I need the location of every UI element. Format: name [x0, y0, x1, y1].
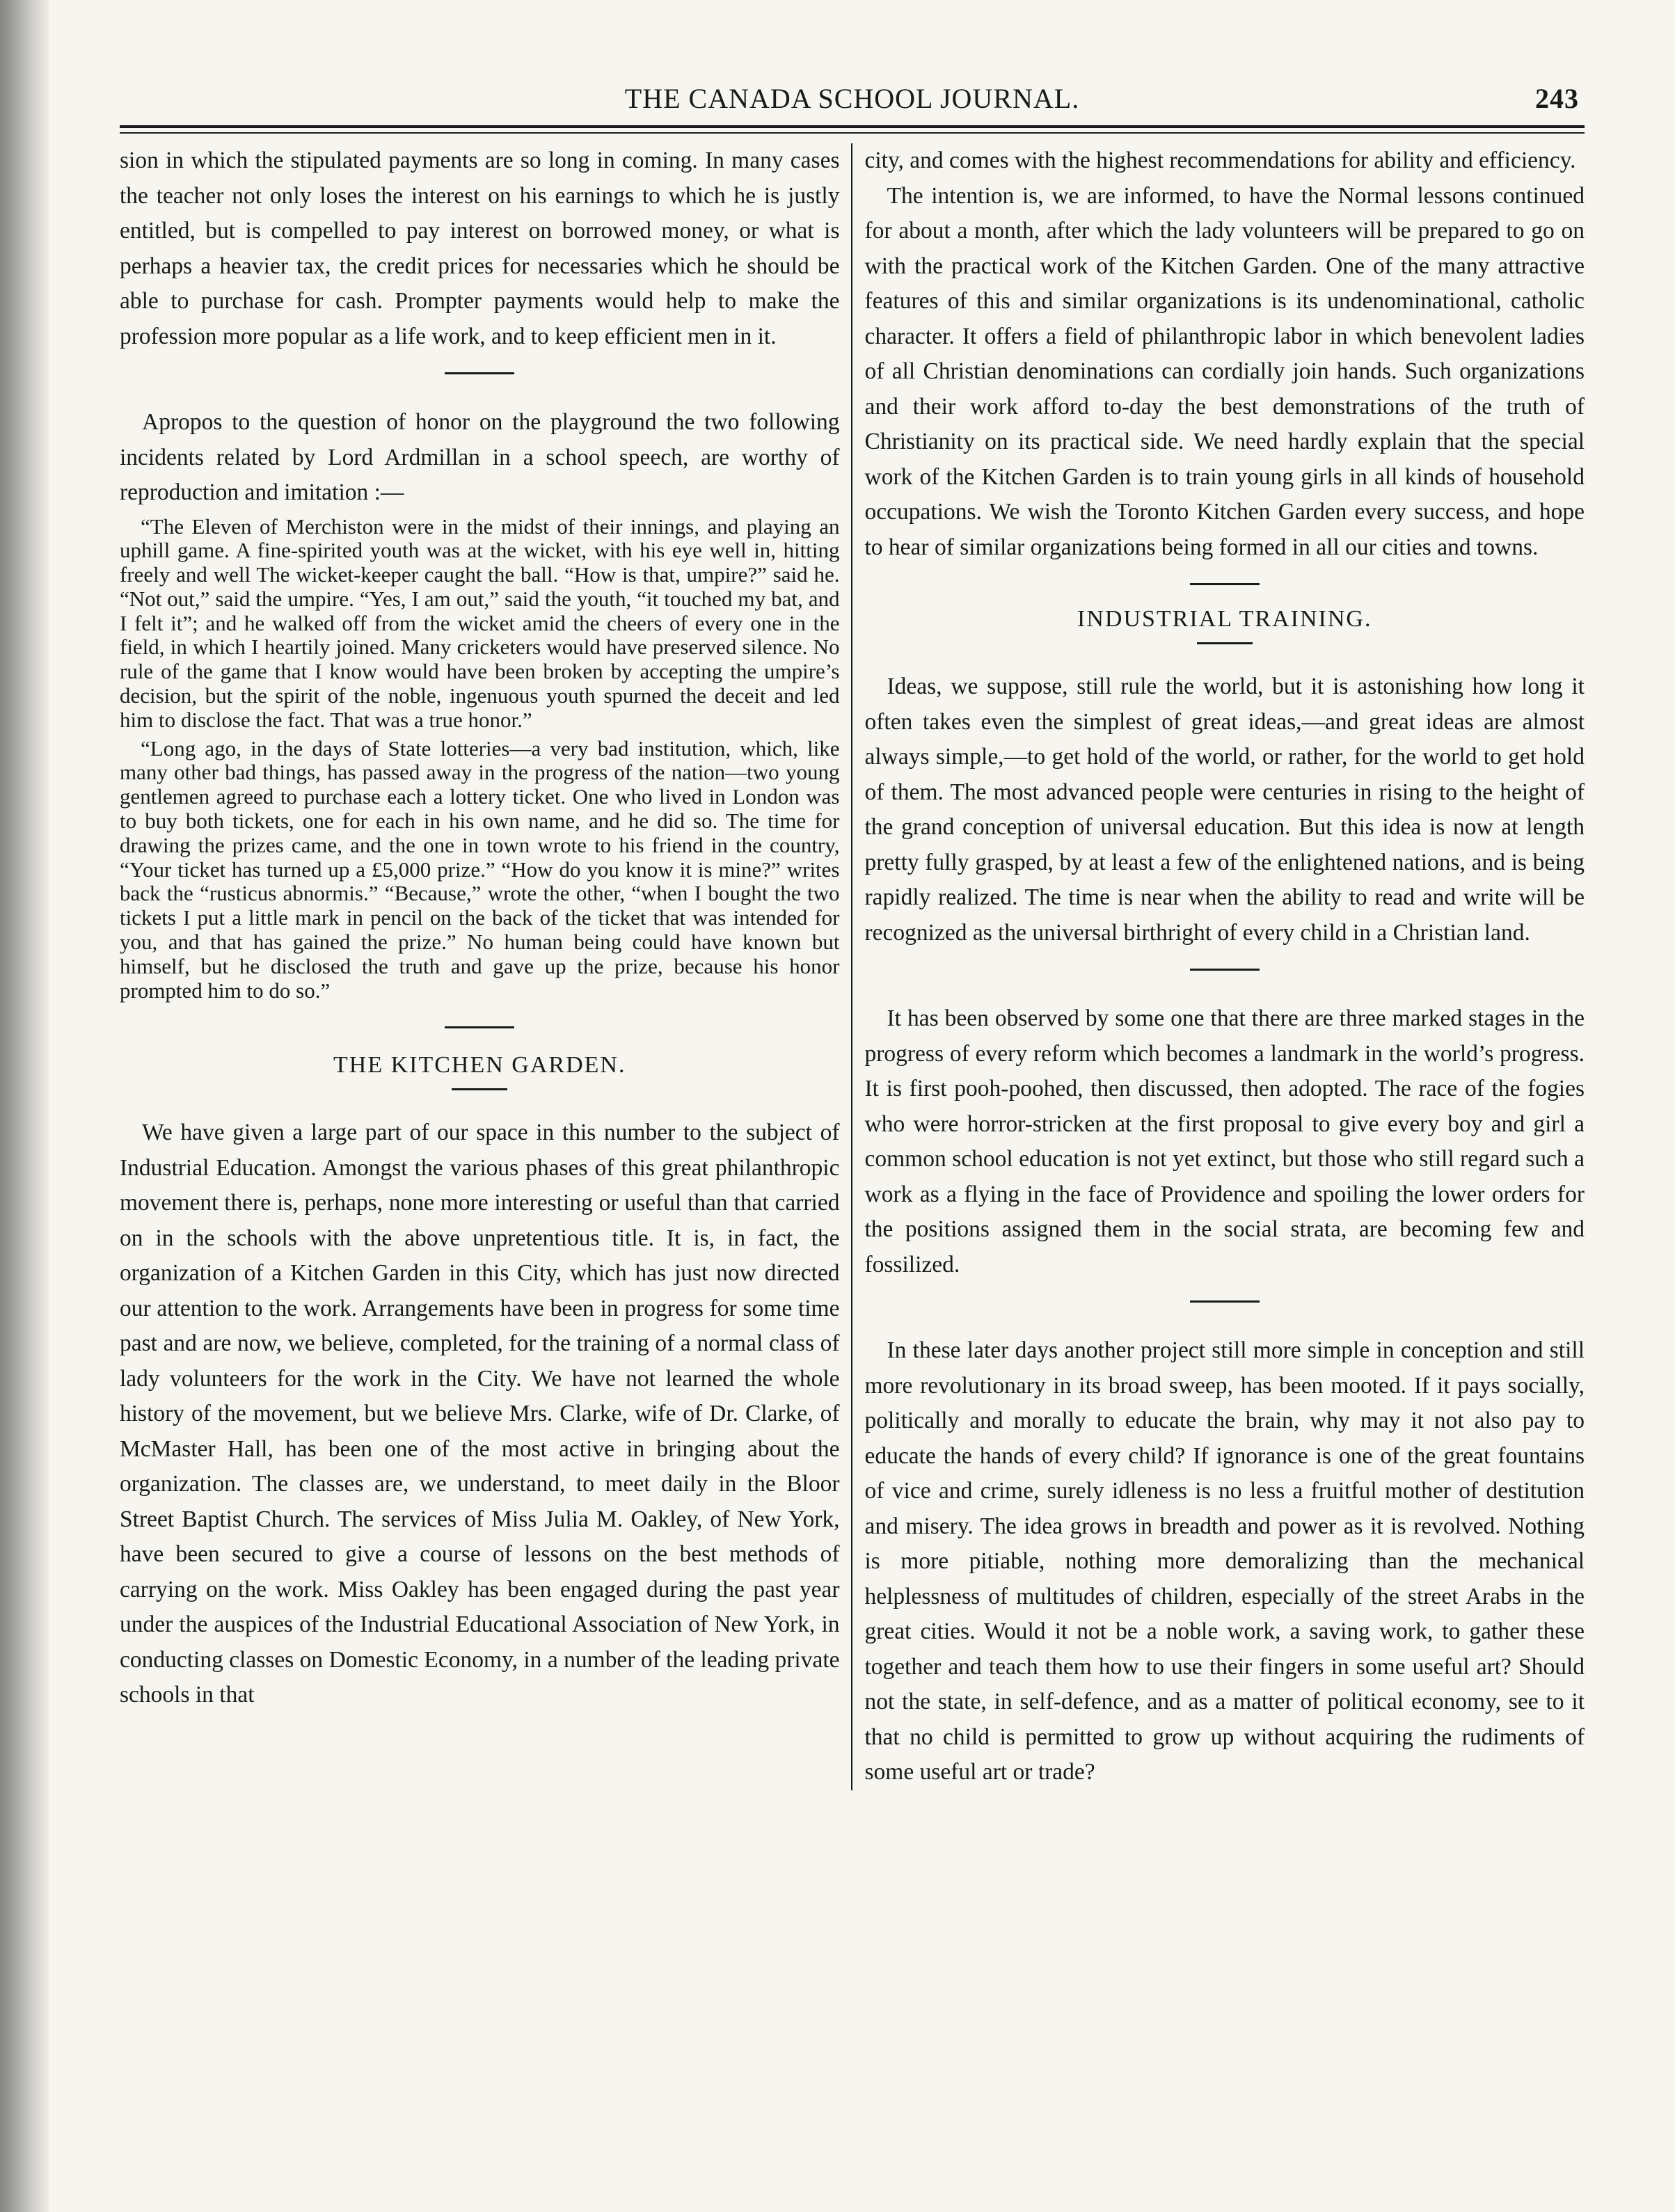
- section-separator: [1190, 583, 1260, 585]
- two-column-body: [120, 143, 1585, 1790]
- right-paragraph-3: Ideas, we suppose, still rule the world, but it is astonishing how long it often takes even the simplest of great ideas,—and great ideas are almost always simple,—to get hold of the world, or rather, for the world to get hold of them. The most advanced people were centuries in rising to the height of the grand conception of universal education. But this idea is now at length pretty fully grasped, by at least a few of the enlightened nations, and is being rapidly realized. The time is near when the ability to read and write will be recognized as the universal birthright of every child in a Christian land.: [864, 674, 1585, 946]
- right-paragraph-1: city, and comes with the highest recommendations for ability and efficiency.: [864, 148, 1576, 173]
- heading-industrial-training: INDUSTRIAL TRAINING.: [1077, 606, 1372, 632]
- heading-underline: [452, 1088, 507, 1090]
- left-column: [120, 143, 851, 1790]
- journal-page: [120, 77, 1585, 1790]
- right-paragraph-4: It has been observed by some one that there are three marked stages in the progress of every reform which becomes a landmark in the world’s progress. It is first pooh-poohed, then discussed, then adopted. The race of the fogies who were horror-stricken at the first proposal to give every boy and girl a common school education is not yet extinct, but those who still regard such a work as a flying in the face of Providence and spoiling the lower orders for the positions assigned them in the social strata, are becoming few and fossilized.: [864, 1005, 1585, 1278]
- left-paragraph-2: Apropos to the question of honor on the playground the two following incidents related by Lord Ardmillan in a school speech, are worthy of reproduction and imitation :—: [120, 409, 840, 505]
- quote-merchiston: “The Eleven of Merchiston were in the midst of their innings, and playing an uphill game. A fine-spirited youth was at the wicket, with his eye well in, hitting freely and well The wicket-keeper caught the ball. “How is that, umpire?” said he. “Not out,” said the umpire. “Yes, I am out,” said the youth, “it touched my bat, and I felt it”; and he walked off from the wicket amid the cheers of every one in the field, in which I heartily joined. Many cricketers would have preserved silence. No rule of the game that I know would have been broken by accepting the umpire’s decision, but the spirit of the noble, ingenuous youth spurned the deceit and led him to disclose the fact. That was a true honor.”: [120, 514, 840, 732]
- page-number: 243: [1535, 83, 1579, 114]
- heading-kitchen-garden: THE KITCHEN GARDEN.: [333, 1052, 626, 1079]
- right-paragraph-5: In these later days another project still more simple in conception and still more revolutionary in its broad sweep, has been mooted. If it pays socially, politically and morally to educate the brain, why may it not also pay to educate the hands of every child? If ignorance is one of the great fountains of vice and crime, surely idleness is no less a fruitful mother of destitution and misery. The idea grows in breadth and power as it is revolved. Nothing is more pitiable, nothing more demoralizing than the mechanical helplessness of multitudes of children, especially of the street Arabs in the great cities. Would it not be a noble work, a saving work, to gather these together and teach them how to use their fingers in some useful art? Should not the state, in self-defence, and as a matter of political economy, see to it that no child is permitted to grow up without acquiring the rudiments of some useful art or trade?: [864, 1337, 1585, 1785]
- section-separator: [445, 372, 514, 374]
- right-paragraph-2: The intention is, we are informed, to have the Normal lessons continued for about a month, after which the lady volunteers will be prepared to go on with the practical work of the Kitchen Garden. One of the many attractive features of this and similar organizations is its undenominational, catholic character. It offers a field of philanthropic labor in which benevolent ladies of all Christian denominations can cordially join hands. Such organizations and their work afford to-day the best demonstrations of the truth of Christianity on its practical side. We need hardly explain that the special work of the Kitchen Garden is to train young girls in all kinds of household occupations. We wish the Toronto Kitchen Garden every success, and hope to hear of similar organizations being formed in all our cities and towns.: [864, 182, 1585, 560]
- right-column: [852, 143, 1585, 1790]
- page-header: [120, 77, 1585, 125]
- left-paragraph-3: We have given a large part of our space in this number to the subject of Industrial Education. Amongst the various phases of this great philanthropic movement there is, perhaps, none more interesting or useful than that carried on in the schools with the above unpretentious title. It is, in fact, the organization of a Kitchen Garden in this City, which has just now directed our attention to the work. Arrangements have been in progress for some time past and are now, we believe, completed, for the training of a normal class of lady volunteers for the work in the City. We have not learned the whole history of the movement, but we believe Mrs. Clarke, wife of Dr. Clarke, of McMaster Hall, has been one of the most active in bringing about the organization. The classes are, we understand, to meet daily in the Bloor Street Baptist Church. The services of Miss Julia M. Oakley, of New York, have been secured to give a course of lessons on the best methods of carrying on the work. Miss Oakley has been engaged during the past year under the auspices of the Industrial Educational Association of New York, in conducting classes on Domestic Economy, in a number of the leading private schools in that: [120, 1120, 840, 1708]
- book-binding-edge: [0, 0, 49, 2212]
- section-separator: [445, 1026, 514, 1028]
- section-separator: [1190, 969, 1260, 971]
- quote-lottery: “Long ago, in the days of State lotteries—a very bad institution, which, like many other bad things, has passed away in the progress of the nation—two young gentlemen agreed to purchase each a lottery ticket. One who lived in London was to buy both tickets, one for each in his own name, and he did so. The time for drawing the prizes came, and the one in town wrote to his friend in the country, “Your ticket has turned up a £5,000 prize.” “How do you know it is mine?” writes back the “rusticus abnormis.” “Because,” wrote the other, “when I bought the two tickets I put a little mark in pencil on the back of the ticket that was intended for you, and that has gained the prize.” No human being could have known but himself, but he disclosed the truth and gave up the prize, because his honor prompted him to do so.”: [120, 735, 840, 1003]
- left-paragraph-1: sion in which the stipulated payments are so long in coming. In many cases the teacher not only loses the interest on his earnings to which he is justly entitled, but is compelled to pay interest on borrowed money, or what is perhaps a heavier tax, the credit prices for necessaries which he should be able to purchase for cash. Prompter payments would help to make the profession more popular as a life work, and to keep efficient men in it.: [120, 148, 840, 349]
- journal-title: THE CANADA SCHOOL JOURNAL.: [624, 83, 1080, 114]
- section-separator: [1190, 1300, 1260, 1303]
- heading-underline: [1197, 642, 1253, 644]
- header-rule: [120, 125, 1585, 134]
